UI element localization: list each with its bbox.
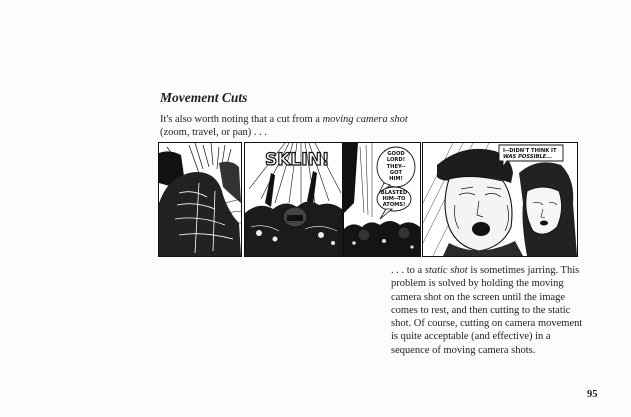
balloon-2-line-1: BLASTED (380, 190, 408, 196)
panel-1-illustration (159, 143, 241, 256)
panel-2-illustration (245, 143, 342, 256)
balloon-2-line-3: ATOMS! (382, 202, 406, 208)
panel-3-illustration (344, 143, 420, 256)
balloon-2-line-2: HIM--TO (382, 196, 406, 202)
comic-panel-4 (422, 142, 578, 257)
balloon-1-line-2: LORD! (386, 157, 406, 163)
intro-text-2: (zoom, travel, or pan) . . . (160, 127, 268, 138)
panel-4-illustration (423, 143, 577, 256)
caption-emphasis: static shot (424, 265, 468, 276)
intro-emphasis: moving camera shot (322, 114, 408, 125)
intro-paragraph (160, 113, 410, 139)
page-number: 95 (587, 389, 598, 400)
section-heading: Movement Cuts (160, 90, 248, 105)
balloon-1-line-1: GOOD (387, 151, 405, 157)
sfx-text: SKLIN! (265, 150, 330, 170)
balloon-3-line-2: WAS POSSIBLE... (503, 154, 553, 160)
caption-text-2: is sometimes jarring. This problem is solved by holding the moving camera shot on the screen until the image comes to rest, and then cutting to the static shot. Of course, cutting on camera movement is quite acceptable (and effective) in a sequence of moving camera shots. (391, 265, 583, 356)
caption-paragraph (391, 264, 591, 357)
balloon-1-line-4: GOT (389, 170, 403, 176)
caption-text-1: . . . to a (391, 265, 425, 276)
intro-text-1: It's also worth noting that a cut from a (160, 114, 323, 125)
balloon-3-line-1: I--DIDN'T THINK IT (503, 148, 557, 154)
comic-panel-3 (343, 142, 421, 257)
comic-panel-1 (158, 142, 242, 257)
balloon-1-line-5: HIM! (389, 176, 403, 182)
comic-panel-2 (244, 142, 343, 257)
balloon-1-line-3: THEY-- (386, 164, 406, 170)
